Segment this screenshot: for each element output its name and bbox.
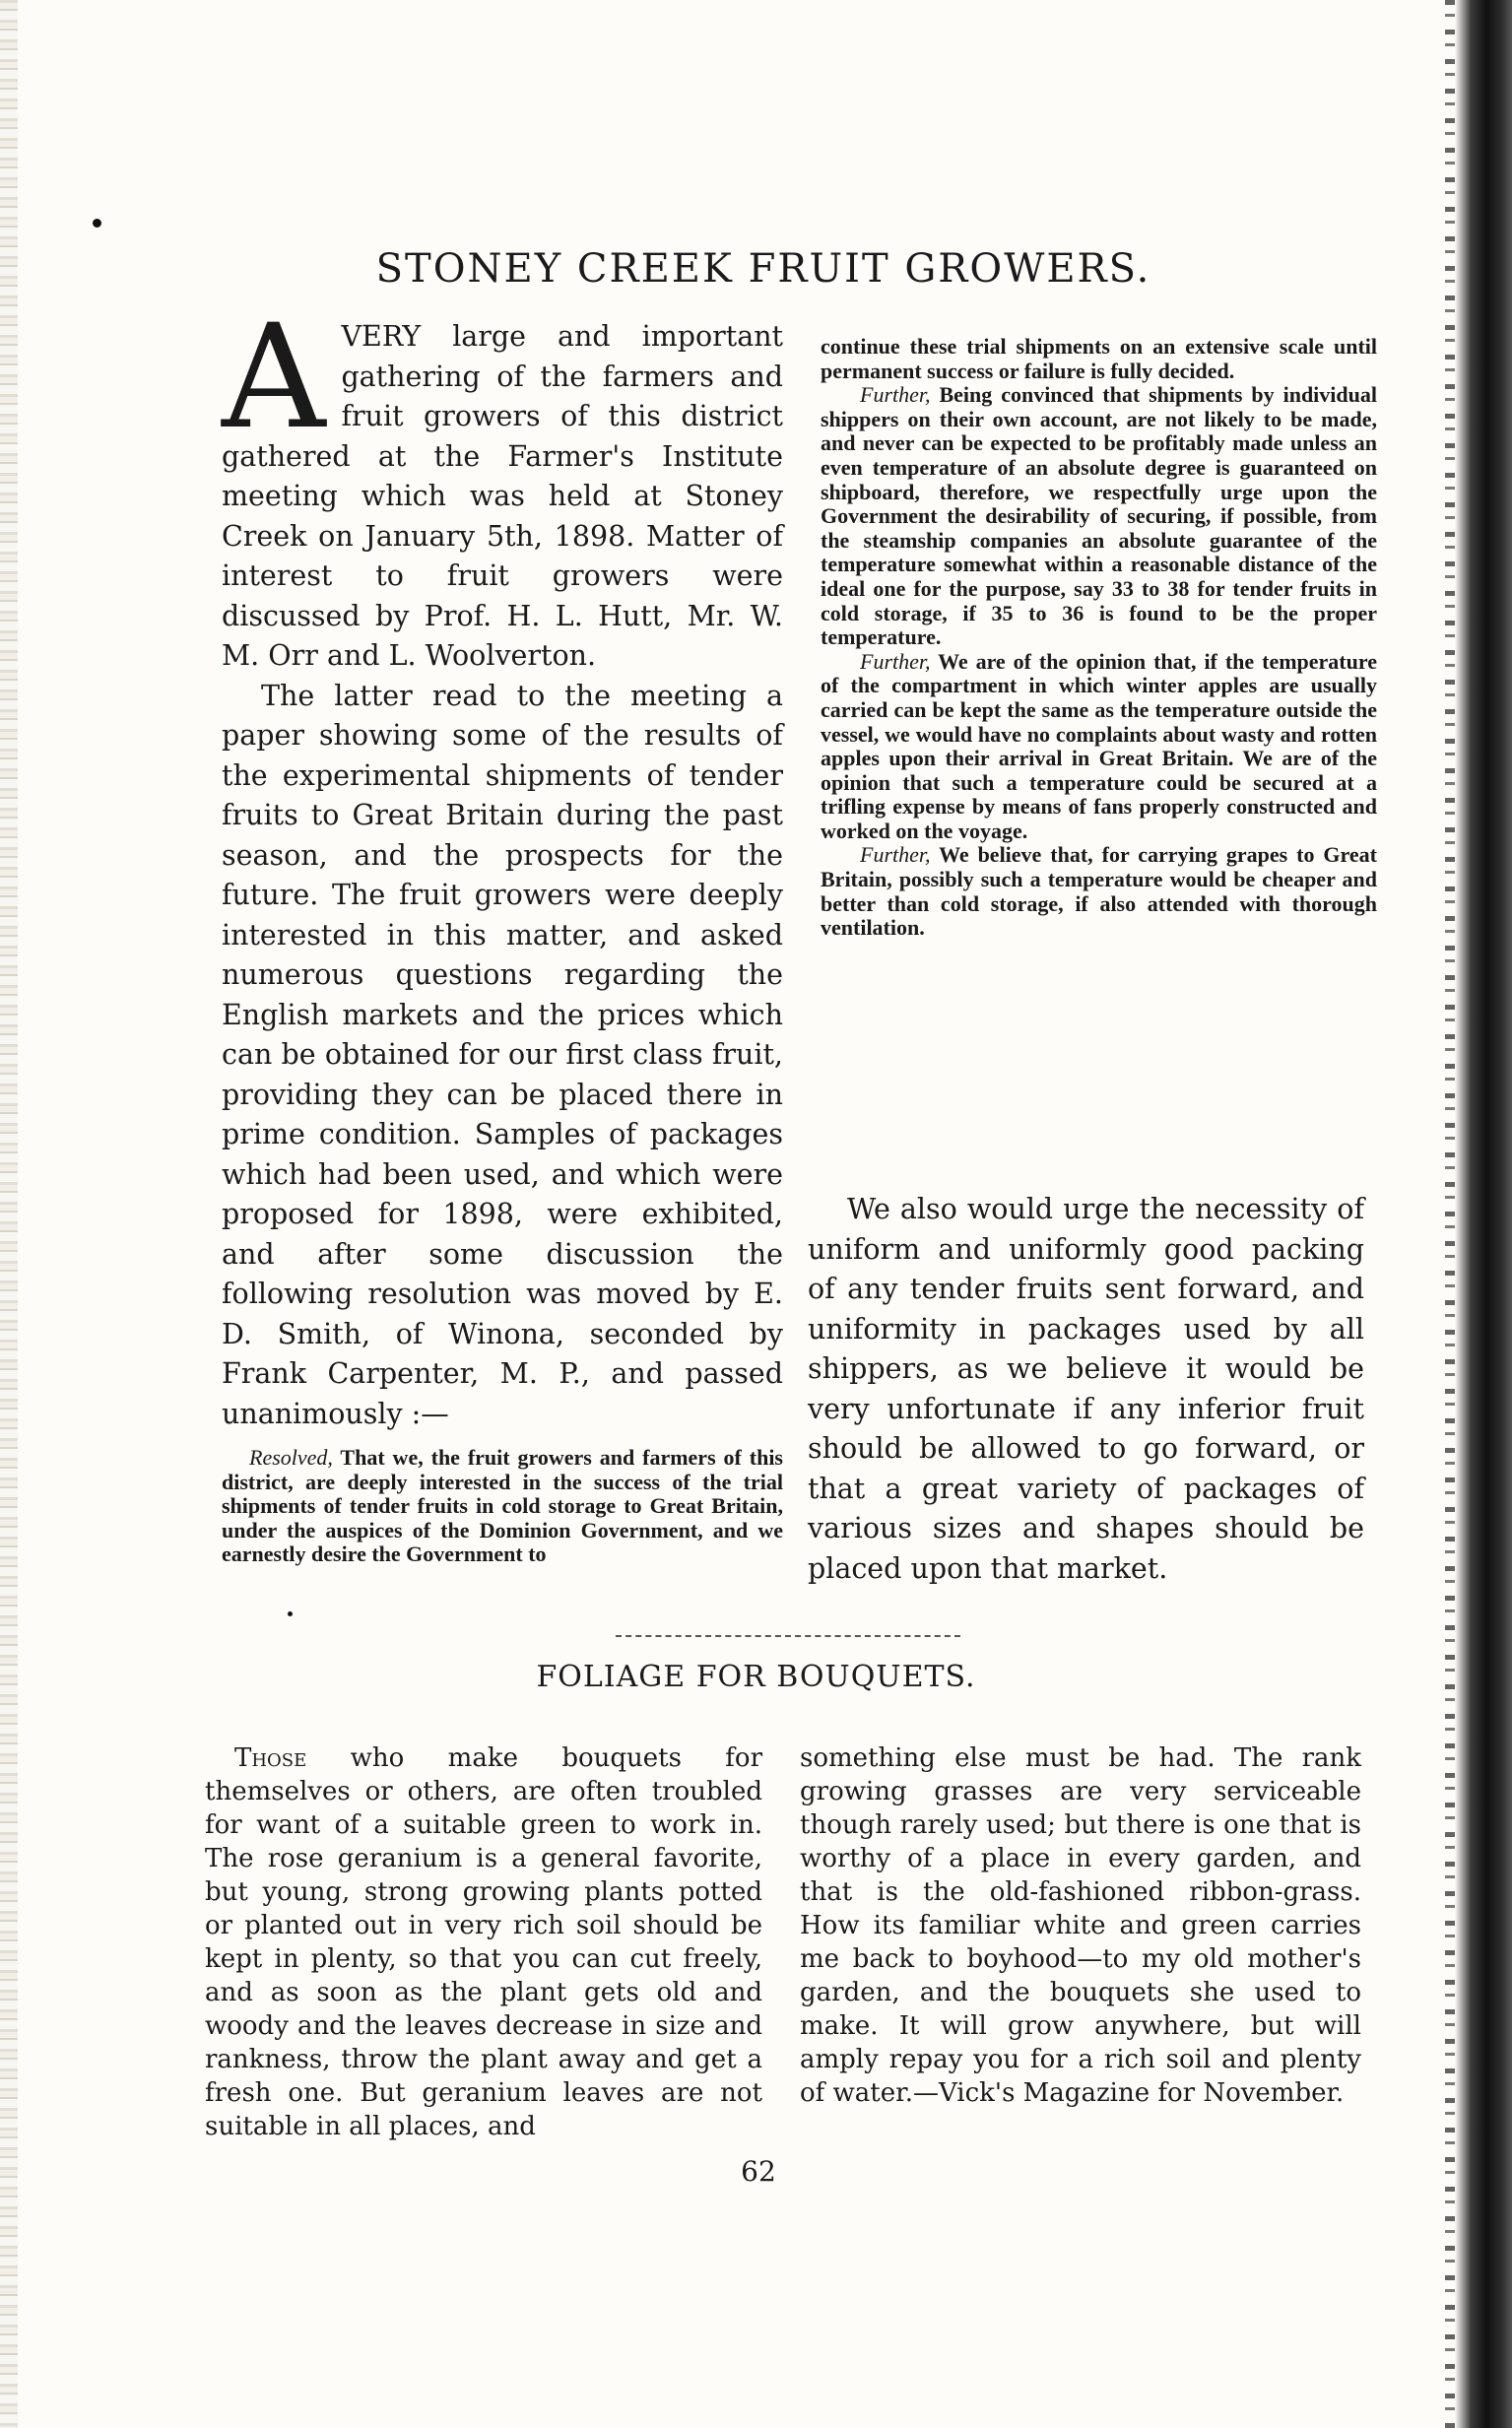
further-label: Further, — [860, 382, 931, 408]
body-paragraph: The latter read to the meeting a paper showing some of the results of the experimental shipments of tender fruits to Great Britain during the past season, and the prospects for the future. The fruit growers were deeply interested in this matter, and asked numerous questions regarding the English markets and the prices which can be obtained for our first class fruit, providing they can be placed there in prime condition. Samples of packages which had been used, and which were proposed for 1898, were exhibited, and after some discussion the following resolution was moved by E. D. Smith, of Winona, seconded by Frank Carpenter, M. P., and passed unanimously :— — [222, 679, 783, 1430]
article-right-column — [821, 335, 1377, 941]
section-title: FOLIAGE FOR BOUQUETS. — [536, 1660, 976, 1694]
page-edge-shadow — [1445, 0, 1455, 2428]
further-paragraph-1 — [821, 383, 1377, 650]
closing-paragraph — [808, 1190, 1364, 1589]
drop-cap: A — [222, 294, 326, 461]
continuation-paragraph: continue these trial shipments on an extensive scale until permanent success or failure is fully decided. — [821, 334, 1377, 383]
further-paragraph-2 — [821, 650, 1377, 844]
page-edge-left — [0, 0, 18, 2428]
bouquets-paragraph — [205, 1741, 762, 2143]
further-text: Being convinced that shipments by individual shippers on their own account, are not likely to be made, and never can be expected to be profitably made unless an even temperature of an absolute degree is guaranteed on shipboard, therefore, we respectfully urge upon the Government the desirability of securing, if possible, from the steamship companies an absolute guarantee of the temperature somewhat within a reasonable distance of the ideal one for the purpose, say 33 to 38 for tender fruits in cold storage, if 35 to 36 is found to be the proper temperature. — [821, 382, 1377, 650]
page-edge-right — [1455, 0, 1512, 2428]
further-text: We are of the opinion that, if the temperature of the compartment in which winter apples are usually carried can be kept the same as the temperature outside the vessel, we would have no complaints about wasty and rotten apples upon their arrival in Great Britain. We are of the opinion that such a temperature could be secured at a trifling expense by means of fans properly constructed and worked on the voyage. — [821, 648, 1377, 843]
ink-speck — [93, 219, 101, 228]
intro-paragraph — [222, 294, 783, 677]
further-paragraph-3 — [821, 843, 1377, 940]
bouquets-left-column — [205, 1741, 762, 2143]
resolution-paragraph — [222, 1446, 783, 1567]
resolved-text: That we, the fruit growers and farmers of this district, are deeply interested in the success of the trial shipments of tender fruits in cold storage to Great Britain, under the auspices of the Dominion Government, and we earnestly desire the Government to — [222, 1445, 783, 1567]
further-label: Further, — [860, 648, 931, 674]
resolved-label: Resolved, — [249, 1445, 333, 1470]
article-title: STONEY CREEK FRUIT GROWERS. — [375, 246, 1151, 292]
bouquets-text-left: who make bouquets for themselves or others, are often troubled for want of a suitable green to work in. The rose geranium is a general favorite, but young, strong growing plants potted or planted out in very rich soil should be kept in plenty, so that you can cut freely, and as soon as the plant gets old and woody and the leaves decrease in size and rankness, throw the plant away and get a fresh one. But geranium leaves are not suitable in all places, and — [205, 1743, 763, 2141]
further-label: Further, — [860, 842, 931, 868]
bouquets-right-column — [800, 1741, 1361, 2110]
closing-text: We also would urge the necessity of uniform and uniformly good packing of any tender fruits sent forward, and uniformity in packages used by all shippers, as we believe it would be very unfortunate if any inferior fruit should be allowed to go forward, or that a great variety of packages of various sizes and shapes should be placed upon that market. — [808, 1193, 1364, 1585]
lead-word: Those — [234, 1743, 307, 1773]
page-number: 62 — [741, 2155, 776, 2188]
bouquets-text-right: something else must be had. The rank growing grasses are very serviceable though rarely used; but there is one that is worthy of a place in every garden, and that is the old-fashioned ribbon-grass. How its familiar white and green carries me back to boyhood—to my old mother's garden, and the bouquets she used to make. It will grow anywhere, but will amply repay you for a rich soil and plenty of water.—Vick's Magazine for November. — [800, 1743, 1361, 2108]
article-left-column — [222, 294, 783, 1567]
section-divider — [616, 1635, 960, 1637]
intro-text: VERY large and important gathering of the farmers and fruit growers of this district gathered at the Farmer's Institute meeting which was held at Stoney Creek on January 5th, 1898. Matter of interest to fruit growers were discussed by Prof. H. L. Hutt, Mr. W. M. Orr and L. Woolverton. — [222, 320, 783, 672]
ink-speck — [288, 1611, 293, 1616]
further-text: We believe that, for carrying grapes to Great Britain, possibly such a temperature would be cheaper and better than cold storage, if also attended with thorough ventilation. — [821, 842, 1377, 941]
